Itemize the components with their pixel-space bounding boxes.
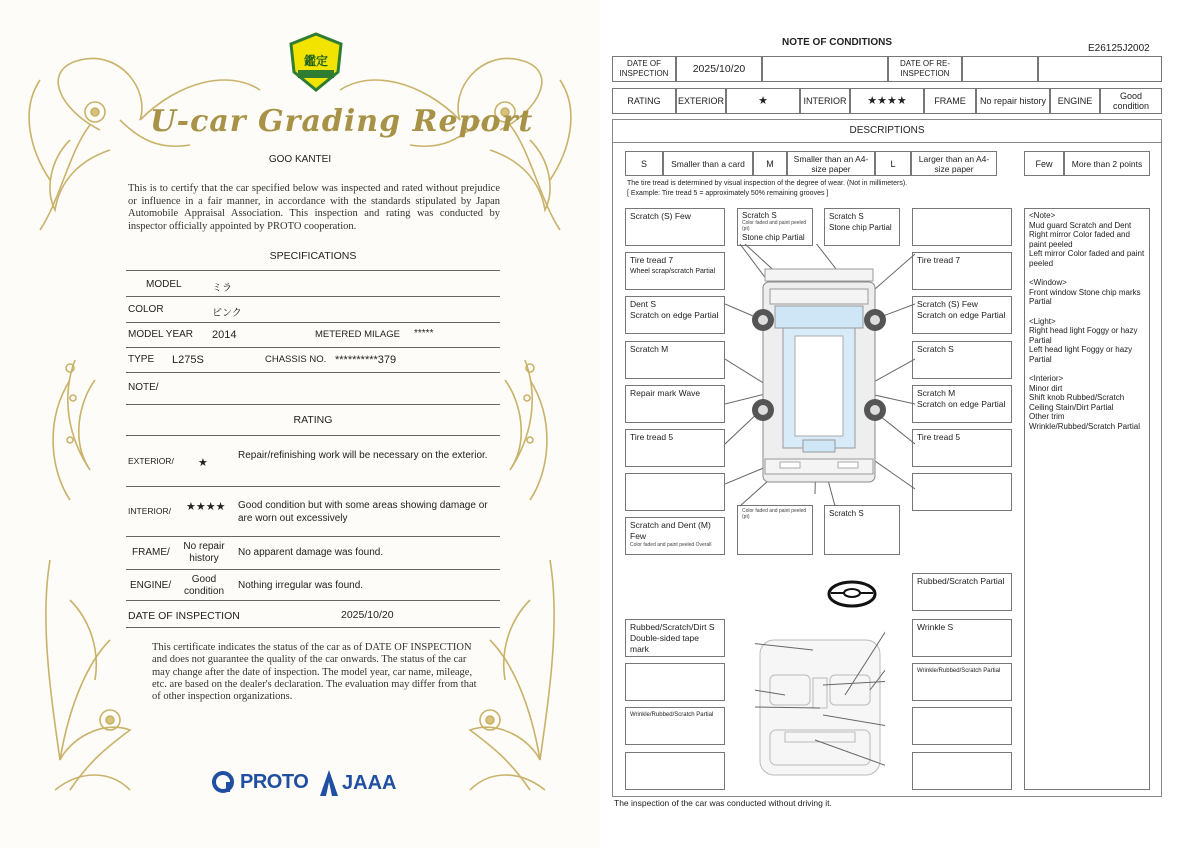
interior-box-steering	[912, 573, 1012, 611]
damage-text: Scratch S	[829, 509, 864, 518]
damage-box-left-front-fender	[625, 296, 725, 334]
tread-note: The tire tread is determined by visual inspection of the degree of wear. (Not in millimeters).	[627, 180, 908, 187]
damage-box-right-rear-door	[912, 385, 1012, 423]
proto-logo-icon	[212, 770, 236, 794]
mileage-value: *****	[414, 328, 434, 339]
model-year-value: 2014	[212, 329, 237, 341]
damage-text: Tire tread 5	[917, 432, 961, 442]
legend-key-m: M	[753, 151, 787, 176]
certification-text: This is to certify that the car specified below was inspected and rated without prejudice or influence in a fair manner, in accordance with the standards stipulated by Japan Automobile Appraisal Association. This inspection and rating was conducted by inspector officially appointed by PROTO cooperation.	[128, 183, 500, 232]
damage-subtext: Wheel scrap/scratch Partial	[630, 268, 716, 275]
damage-text: Scratch S	[742, 211, 777, 220]
exterior-stars: ★	[726, 88, 800, 114]
divider	[126, 536, 500, 537]
legend-value-m: Smaller than an A4-size paper	[787, 151, 875, 176]
interior-stars: ★★★★	[850, 88, 924, 114]
divider	[126, 322, 500, 323]
damage-box-front-right	[912, 208, 1012, 246]
damage-text: Tire tread 7	[630, 255, 674, 265]
legend-key-few: Few	[1024, 151, 1064, 176]
damage-text: Rubbed/Scratch/Dirt S	[630, 622, 715, 632]
damage-subtext: Scratch on edge Partial	[917, 310, 1006, 320]
inspection-date-label: DATE OF INSPECTION	[612, 56, 676, 82]
damage-box-rear-bumper	[737, 505, 813, 555]
damage-subtext: Color faded and paint peeled Overall	[630, 542, 712, 548]
damage-subtext: Double-sided tape mark	[630, 633, 699, 654]
type-label: TYPE	[128, 354, 155, 365]
badge-text: 鑑定	[303, 54, 329, 68]
interior-box-ceiling	[912, 619, 1012, 657]
color-value: ピンク	[212, 308, 242, 319]
damage-box-front-bumper	[737, 208, 813, 246]
inspection-date-label: DATE OF INSPECTION	[128, 610, 240, 622]
interior-stars: ★★★★	[186, 501, 226, 513]
damage-subtext: Stone chip Partial	[829, 223, 892, 232]
chassis-value: **********379	[335, 354, 397, 366]
org-name: GOO KANTEI	[268, 154, 332, 165]
damage-box-left-rear-door	[625, 385, 725, 423]
damage-subtext: Color faded and paint peeled (pt)	[742, 220, 807, 232]
rating-heading: RATING	[293, 414, 333, 426]
descriptions-heading: DESCRIPTIONS	[612, 119, 1162, 143]
divider	[126, 270, 500, 271]
damage-text: Tire tread 7	[917, 255, 961, 265]
damage-box-left-rear	[625, 473, 725, 511]
note-label: NOTE/	[128, 382, 159, 393]
damage-box-right-front-door	[912, 341, 1012, 379]
document-code: E26125J2002	[1088, 43, 1150, 54]
frame-value: No repair history	[183, 541, 225, 564]
damage-box-hood	[824, 208, 900, 246]
engine-description: Nothing irregular was found.	[238, 580, 364, 591]
divider	[126, 372, 500, 373]
reinspection-date-label: DATE OF RE-INSPECTION	[888, 56, 962, 82]
damage-text: Wrinkle/Rubbed/Scratch Partial	[917, 668, 1001, 674]
damage-box-left-rear-tire	[625, 429, 725, 467]
certificate-footer: This certificate indicates the status of the car as of DATE OF INSPECTION and does not guarantee the quality of the car onwards. The status of the car may change after the date of inspection. The model year, car name, mileage, etc. are based on the dealer's declaration. The evaluation may differ from that of other inspection organizations.	[152, 642, 477, 703]
inspection-date-value: 2025/10/20	[676, 56, 762, 82]
damage-text: Scratch M	[917, 388, 956, 398]
damage-box-left-front-tire	[625, 252, 725, 290]
jaaa-logo-text: JAAA	[342, 771, 397, 794]
damage-subtext: Scratch on edge Partial	[630, 310, 719, 320]
mileage-label: METERED MILAGE	[315, 329, 400, 340]
exterior-description: Repair/refinishing work will be necessary on the exterior.	[238, 450, 488, 461]
interior-box-dashboard	[625, 619, 725, 657]
legend-value-l: Larger than an A4-size paper	[911, 151, 997, 176]
legend-key-s: S	[625, 151, 663, 176]
damage-text: Scratch (S) Few	[630, 211, 691, 221]
legend-value-s: Smaller than a card	[663, 151, 753, 176]
inspection-date-value: 2025/10/20	[341, 609, 394, 621]
damage-text: Scratch S	[829, 212, 864, 221]
frame-value: No repair history	[976, 88, 1050, 114]
reinspection-date-value	[962, 56, 1038, 82]
damage-box-right-rear-tire	[912, 429, 1012, 467]
blank-cell	[762, 56, 888, 82]
damage-text: Scratch S	[917, 344, 954, 354]
damage-text: Scratch M	[630, 344, 669, 354]
damage-box-back-door	[824, 505, 900, 555]
report-title: U-car Grading Report	[150, 104, 534, 139]
divider	[126, 347, 500, 348]
damage-box-right-front-fender	[912, 296, 1012, 334]
color-label: COLOR	[128, 304, 164, 315]
divider	[126, 435, 500, 436]
proto-logo-text: PROTO	[240, 770, 309, 793]
model-label: MODEL	[146, 279, 182, 290]
legend-value-few: More than 2 points	[1064, 151, 1150, 176]
damage-text: Wrinkle S	[917, 622, 954, 632]
engine-value: Good condition	[183, 574, 225, 597]
damage-subtext: Scratch on edge Partial	[917, 399, 1006, 409]
damage-box-front-left	[625, 208, 725, 246]
damage-box-right-rear	[912, 473, 1012, 511]
divider	[126, 296, 500, 297]
rating-label: RATING	[612, 88, 676, 114]
interior-box-left-rear	[625, 752, 725, 790]
damage-text: Scratch (S) Few	[917, 299, 978, 309]
car-interior-diagram	[755, 630, 885, 780]
damage-text: Scratch and Dent (M) Few	[630, 520, 711, 541]
engine-label: ENGINE	[1050, 88, 1100, 114]
model-value: ミラ	[212, 283, 232, 294]
interior-box-left-front-seat	[625, 663, 725, 701]
damage-text: Wrinkle/Rubbed/Scratch Partial	[630, 712, 714, 718]
damage-subtext: Color faded and paint peeled (pt)	[742, 508, 807, 520]
specifications-heading: SPECIFICATIONS	[269, 250, 357, 262]
frame-label: FRAME	[924, 88, 976, 114]
exterior-label: EXTERIOR/	[128, 456, 174, 466]
divider	[126, 404, 500, 405]
frame-label: FRAME/	[132, 547, 170, 558]
interior-box-right-rear	[912, 707, 1012, 745]
interior-box-right-front-seat	[912, 663, 1012, 701]
interior-label: INTERIOR/	[128, 506, 171, 516]
steering-wheel-icon	[827, 580, 877, 608]
proto-logo	[212, 770, 308, 794]
tread-example: [ Example: Tire tread 5 = approximately 50% remaining grooves ]	[627, 190, 829, 197]
damage-text: Rubbed/Scratch Partial	[917, 576, 1005, 586]
damage-subtext: Stone chip Partial	[742, 233, 805, 242]
engine-value: Good condition	[1100, 88, 1162, 114]
jaaa-logo	[320, 770, 396, 796]
goo-kantei-badge-icon	[286, 32, 346, 92]
car-exterior-diagram	[725, 244, 915, 509]
jaaa-logo-icon	[320, 770, 338, 796]
damage-box-left-front-door	[625, 341, 725, 379]
divider	[126, 569, 500, 570]
conditions-title: NOTE OF CONDITIONS	[782, 37, 892, 48]
interior-description: Good condition but with some areas showing damage or are worn out excessively	[238, 500, 488, 524]
legend-key-l: L	[875, 151, 911, 176]
divider	[126, 486, 500, 487]
interior-box-shift-knob	[625, 707, 725, 745]
interior-box-rear-seat	[912, 752, 1012, 790]
engine-label: ENGINE/	[130, 580, 172, 591]
damage-text: Repair mark Wave	[630, 388, 701, 398]
conditions-footer: The inspection of the car was conducted without driving it.	[614, 798, 832, 808]
exterior-stars: ★	[198, 457, 208, 469]
interior-label: INTERIOR	[800, 88, 850, 114]
divider	[126, 600, 500, 601]
model-year-label: MODEL YEAR	[128, 329, 194, 340]
divider	[126, 627, 500, 628]
damage-box-right-front-tire	[912, 252, 1012, 290]
chassis-label: CHASSIS NO.	[265, 354, 327, 365]
damage-text: Tire tread 5	[630, 432, 674, 442]
type-value: L275S	[172, 354, 204, 366]
exterior-label: EXTERIOR	[676, 88, 726, 114]
blank-cell	[1038, 56, 1162, 82]
damage-text: Dent S	[630, 299, 656, 309]
notes-panel: <Note> Mud guard Scratch and Dent Right mirror Color faded and paint peeled Left mirror Color faded and paint peeled <Window> Front window Stone chip marks Partial <Light> Right head light Foggy or hazy Partial Left head light Foggy or hazy Partial <Interior> Minor dirt Shift knob Rubbed/Scratch Ceiling Stain/Dirt Partial Other trim Wrinkle/Rubbed/Scratch Partial	[1024, 208, 1150, 790]
frame-description: No apparent damage was found.	[238, 547, 384, 558]
damage-box-rear-left	[625, 517, 725, 555]
